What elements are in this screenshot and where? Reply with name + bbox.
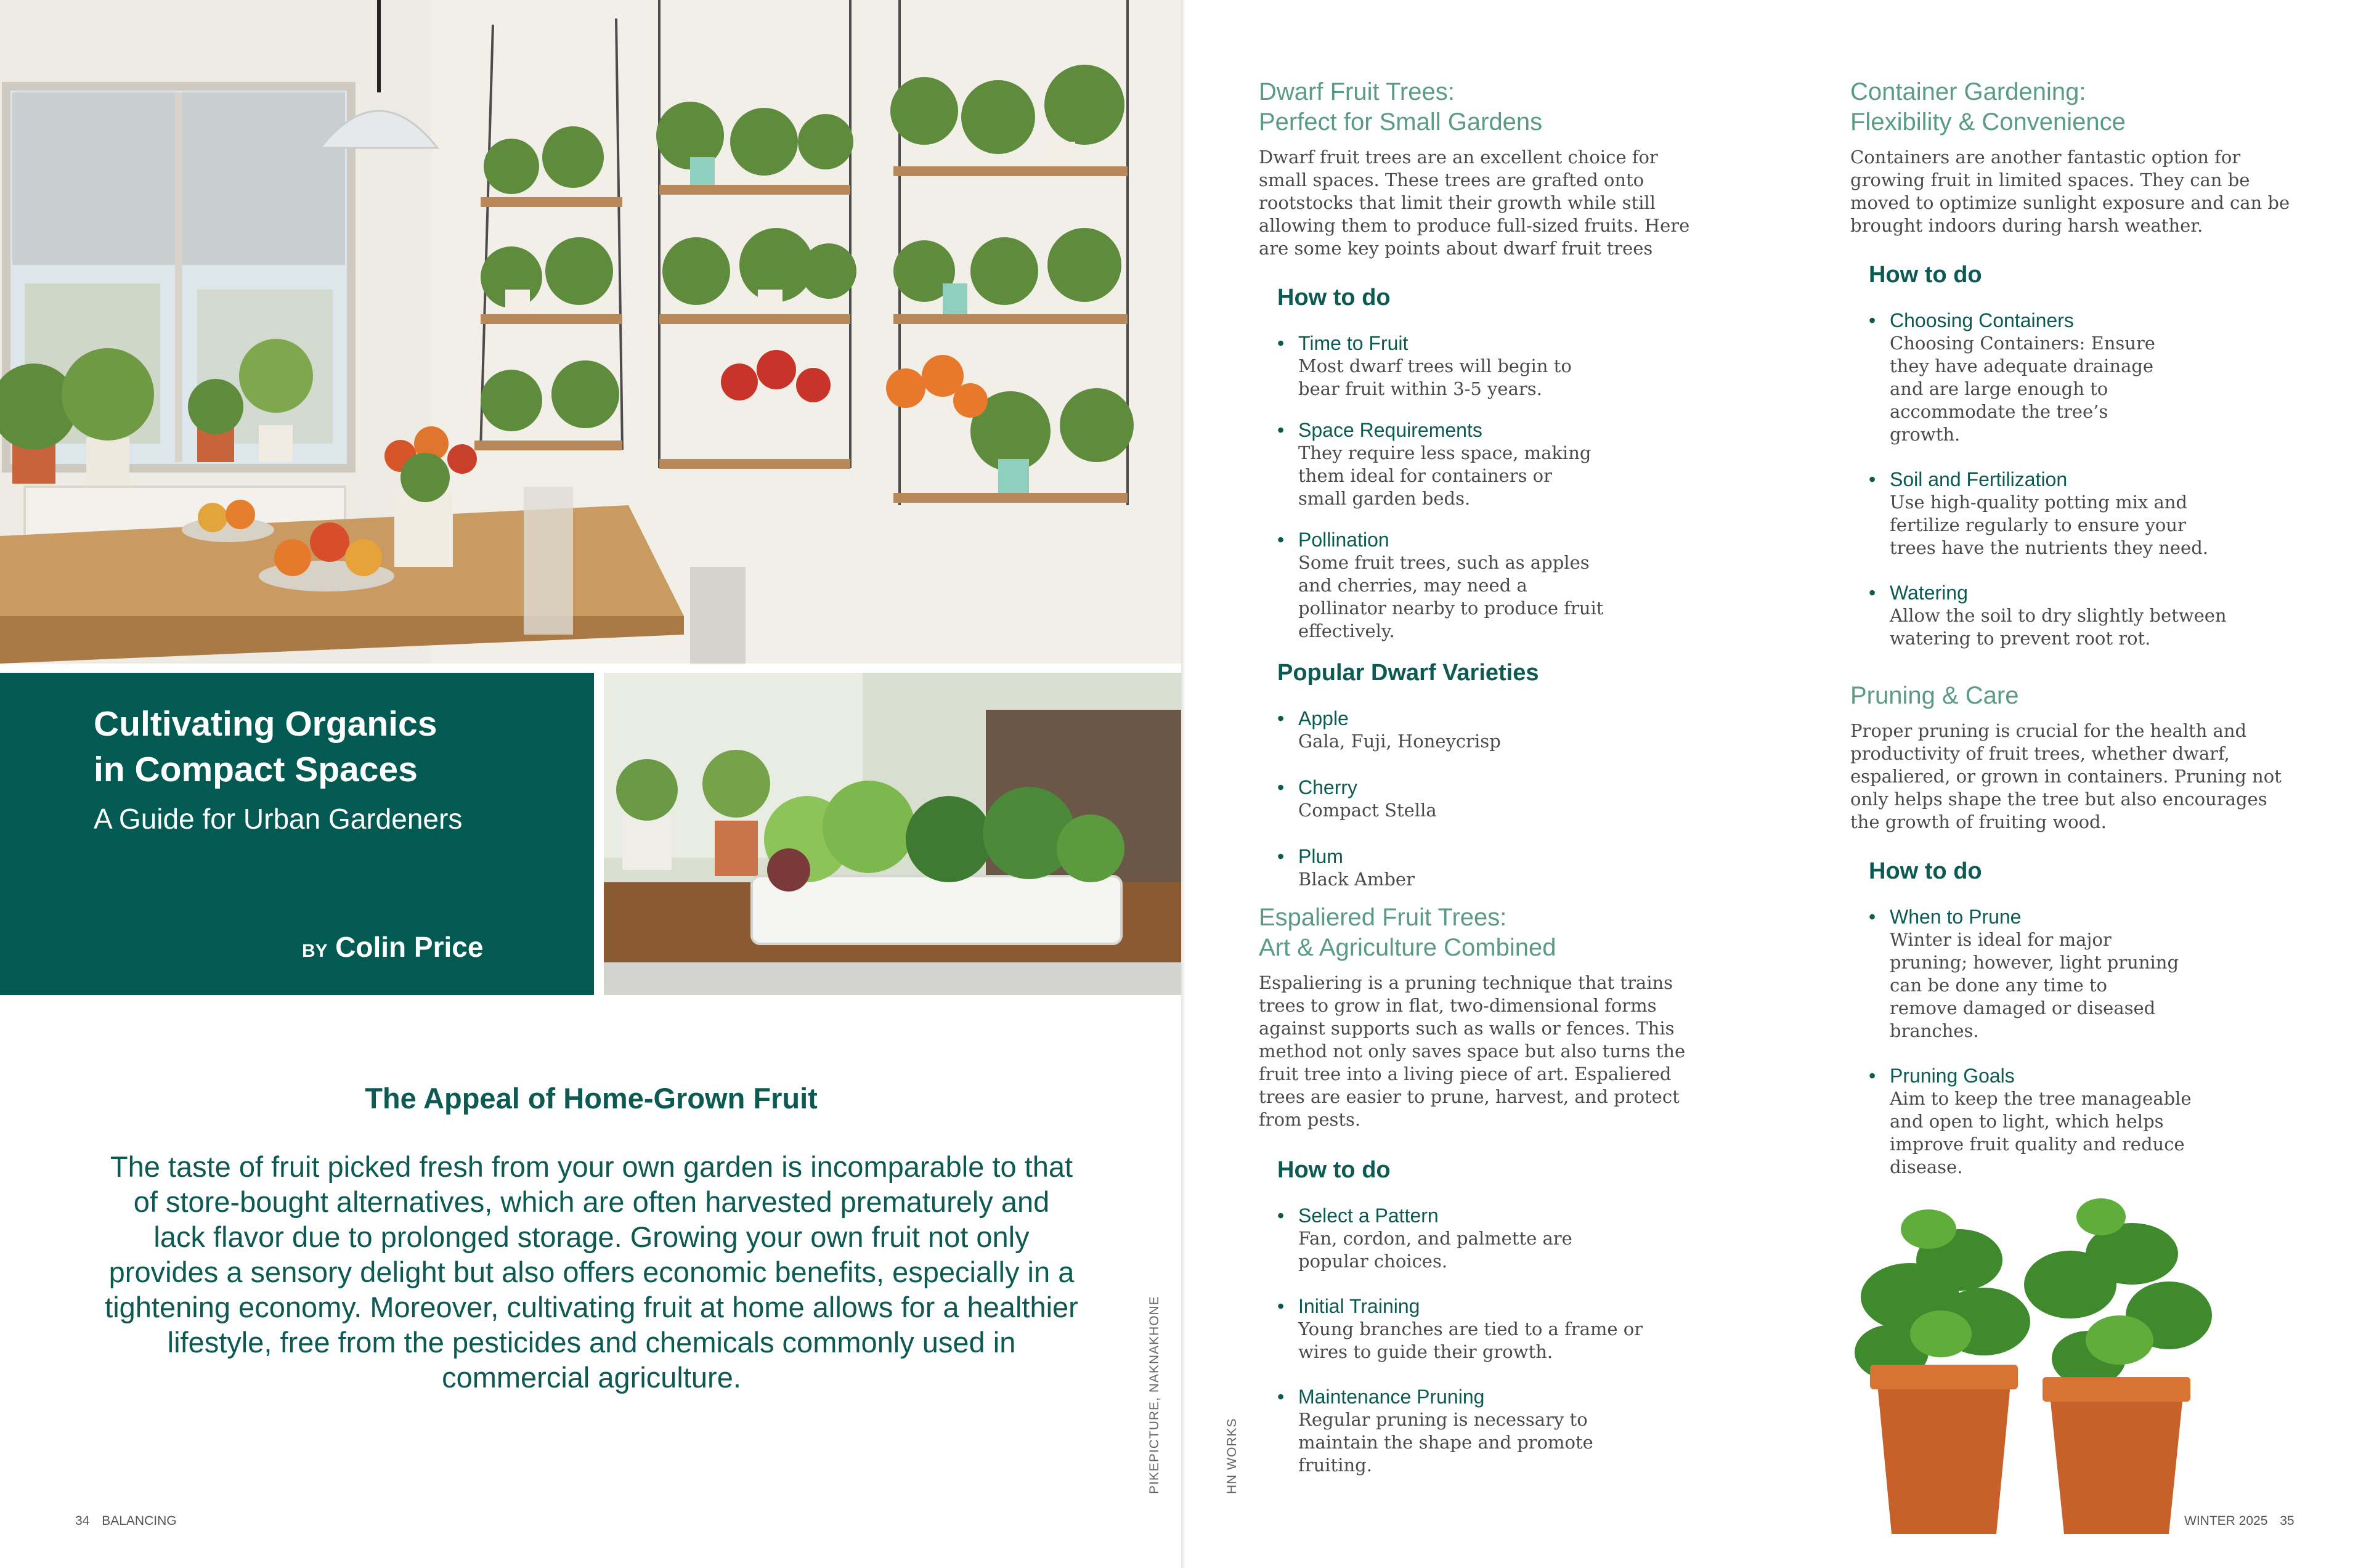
dwarf-item-1-title: Time to Fruit xyxy=(1298,332,1409,354)
pruning-item-2 xyxy=(1869,1065,2300,1179)
appeal-heading: The Appeal of Home-Grown Fruit xyxy=(365,1082,818,1115)
container-body: Containers are another fantastic option for growing fruit in limited spaces. They can be moved to optimize sunlight exposure and can be brought indoors during harsh weather. xyxy=(1850,147,2290,236)
article-title xyxy=(94,701,574,792)
variety-2 xyxy=(1277,776,1709,822)
photo-credit-right: HN WORKS xyxy=(1225,1418,1239,1494)
byline-by: BY xyxy=(302,941,328,961)
pruning-item-1-body: Winter is ideal for major pruning; however, light pruning can be done any time to remove damaged or diseased branches. xyxy=(1890,929,2179,1041)
espalier-section xyxy=(1259,903,1709,1477)
pruning-item-1 xyxy=(1869,906,2300,1042)
espalier-title xyxy=(1259,903,1709,963)
dwarf-item-1 xyxy=(1277,332,1709,400)
dwarf-how-heading: How to do xyxy=(1277,285,1391,311)
dwarf-item-3-body: Some fruit trees, such as apples and cherries, may need a pollinator nearby to produce fruit effectively. xyxy=(1298,552,1604,641)
dwarf-section xyxy=(1259,77,1709,891)
variety-2-body: Compact Stella xyxy=(1298,800,1437,821)
espalier-item-3-title: Maintenance Pruning xyxy=(1298,1386,1485,1408)
magazine-title: BALANCING xyxy=(102,1514,177,1528)
dwarf-varieties-heading: Popular Dwarf Varieties xyxy=(1277,660,1539,686)
container-item-1 xyxy=(1869,309,2300,446)
container-item-3 xyxy=(1869,582,2300,650)
pruning-how-list xyxy=(1869,906,2300,1179)
container-item-2-body: Use high-quality potting mix and fertilize regularly to ensure your trees have the nutrients they need. xyxy=(1890,492,2209,558)
page-gutter xyxy=(1181,0,1185,1568)
pruning-section xyxy=(1850,681,2300,1179)
pruning-item-1-title: When to Prune xyxy=(1890,906,2022,928)
pruning-title: Pruning & Care xyxy=(1850,682,2019,709)
pruning-body: Proper pruning is crucial for the health and productivity of fruit trees, whether dwarf, espaliered, or grown in containers. Pruning not only helps shape the tree but also encourages the growth of fruiting wood. xyxy=(1850,720,2282,832)
espalier-body: Espaliering is a pruning technique that trains trees to grow in flat, two-dimensional forms against supports such as walls or fences. This method not only saves space but also turns the fruit tree into a living piece of art. Espaliered trees are easier to prune, harvest, and protect from pests. xyxy=(1259,972,1686,1130)
dwarf-item-2 xyxy=(1277,419,1709,510)
byline-author: Colin Price xyxy=(335,931,484,963)
dwarf-title xyxy=(1259,77,1709,137)
container-how-list xyxy=(1869,309,2300,650)
page-number-left: 34 xyxy=(75,1514,90,1528)
espalier-item-2-title: Initial Training xyxy=(1298,1295,1420,1317)
container-how-heading: How to do xyxy=(1869,262,1982,288)
side-photo-illustration xyxy=(604,673,1183,995)
folio-left xyxy=(75,1514,177,1529)
dwarf-title-line-1: Dwarf Fruit Trees: xyxy=(1259,78,1455,105)
container-title-line-1: Container Gardening: xyxy=(1850,78,2086,105)
article-subtitle: A Guide for Urban Gardeners xyxy=(94,803,463,835)
variety-1 xyxy=(1277,707,1709,753)
appeal-body: The taste of fruit picked fresh from your own garden is incomparable to that of store-bought alternatives, which are often harvested prematurely and lack flavor due to prolonged storage. Growing your own fruit not only provides a sensory delight but also offers economic benefits, especially in a tightening economy. Moreover, cultivating fruit at home allows for a healthier lifestyle, free from the pesticides and chemicals commonly used in commercial agriculture. xyxy=(105,1150,1078,1394)
espalier-how-heading: How to do xyxy=(1277,1157,1391,1183)
hero-photo xyxy=(0,0,1182,664)
espalier-item-1 xyxy=(1277,1204,1709,1273)
espalier-how-list xyxy=(1277,1204,1709,1477)
pruning-item-2-title: Pruning Goals xyxy=(1890,1065,2015,1087)
article-title-line-2: in Compact Spaces xyxy=(94,750,418,789)
container-item-3-title: Watering xyxy=(1890,582,1968,604)
dwarf-how-list xyxy=(1277,332,1709,643)
espalier-item-1-body: Fan, cordon, and palmette are popular choices. xyxy=(1298,1228,1572,1272)
dwarf-item-1-body: Most dwarf trees will begin to bear fruit within 3-5 years. xyxy=(1298,355,1572,399)
variety-3-title: Plum xyxy=(1298,845,1343,867)
espalier-item-3-body: Regular pruning is necessary to maintain the shape and promote fruiting. xyxy=(1298,1409,1593,1476)
pruning-item-2-body: Aim to keep the tree manageable and open to light, which helps improve fruit quality and reduce disease. xyxy=(1890,1088,2192,1177)
container-title-line-2: Flexibility & Convenience xyxy=(1850,108,2126,136)
page-number-right: 35 xyxy=(2280,1514,2295,1528)
container-section xyxy=(1850,77,2300,650)
container-item-2-title: Soil and Fertilization xyxy=(1890,468,2068,490)
title-panel xyxy=(0,673,594,995)
dwarf-varieties-list xyxy=(1277,707,1709,891)
espalier-item-1-title: Select a Pattern xyxy=(1298,1204,1439,1227)
byline xyxy=(302,930,483,964)
dwarf-item-2-title: Space Requirements xyxy=(1298,419,1482,441)
espalier-item-2-body: Young branches are tied to a frame or wires to guide their growth. xyxy=(1298,1318,1643,1362)
article-title-line-1: Cultivating Organics xyxy=(94,704,437,744)
folio-right xyxy=(2184,1514,2295,1529)
dwarf-item-2-body: They require less space, making them ideal for containers or small garden beds. xyxy=(1298,442,1592,509)
hero-photo-illustration xyxy=(0,0,1182,664)
side-photo xyxy=(604,673,1183,995)
espalier-title-line-1: Espaliered Fruit Trees: xyxy=(1259,904,1507,931)
container-item-3-body: Allow the soil to dry slightly between watering to prevent root rot. xyxy=(1890,605,2227,649)
dwarf-item-3 xyxy=(1277,529,1709,643)
dwarf-item-3-title: Pollination xyxy=(1298,529,1389,551)
espalier-title-line-2: Art & Agriculture Combined xyxy=(1259,934,1556,961)
espalier-item-3 xyxy=(1277,1386,1709,1477)
container-item-1-body: Choosing Containers: Ensure they have adequate drainage and are large enough to accommodate the tree’s growth. xyxy=(1890,333,2155,445)
espalier-item-2 xyxy=(1277,1295,1709,1363)
dwarf-body: Dwarf fruit trees are an excellent choice for small spaces. These trees are grafted onto rootstocks that limit their growth while still allowing them to produce full-sized fruits. Here are some key points about dwarf fruit trees xyxy=(1259,147,1690,259)
issue-label: WINTER 2025 xyxy=(2184,1514,2268,1528)
container-item-2 xyxy=(1869,468,2300,559)
basil-pots-photo xyxy=(1842,1192,2224,1537)
photo-credit-left: PIKEPICTURE, NAKNAKHONE xyxy=(1147,1296,1161,1494)
variety-3-body: Black Amber xyxy=(1298,869,1415,890)
container-item-1-title: Choosing Containers xyxy=(1890,309,2074,331)
variety-2-title: Cherry xyxy=(1298,776,1358,798)
variety-1-body: Gala, Fuji, Honeycrisp xyxy=(1298,731,1501,752)
variety-1-title: Apple xyxy=(1298,707,1349,729)
container-title xyxy=(1850,77,2300,137)
dwarf-title-line-2: Perfect for Small Gardens xyxy=(1259,108,1543,136)
variety-3 xyxy=(1277,845,1709,891)
basil-pots-illustration xyxy=(1842,1192,2224,1537)
pruning-how-heading: How to do xyxy=(1869,858,1982,884)
